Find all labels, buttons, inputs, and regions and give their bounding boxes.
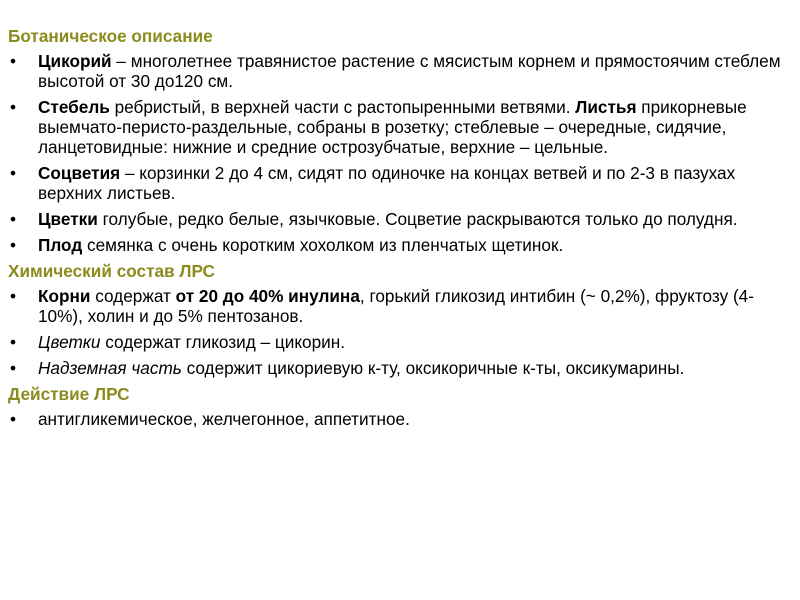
bullet-icon: • xyxy=(10,409,17,429)
chemical-list xyxy=(8,286,784,378)
description: – многолетнее травянистое растение с мясистым корнем и прямостоячим стеблем высотой от 30 до120 см. xyxy=(38,51,781,91)
description: – корзинки 2 до 4 см, сидят по одиночке на концах ветвей и по 2-3 в пазухах верхних листьев. xyxy=(38,163,736,203)
bullet-icon: • xyxy=(10,235,17,255)
list-item xyxy=(8,235,784,255)
list-item xyxy=(8,209,784,229)
description: голубые, редко белые, язычковые. Соцветие раскрываются только до полудня. xyxy=(97,209,738,229)
term: Корни xyxy=(38,286,91,306)
section-heading-chemical: Химический состав ЛРС xyxy=(8,261,215,281)
bullet-icon: • xyxy=(10,97,17,117)
bullet-icon: • xyxy=(10,358,17,378)
list-item xyxy=(8,332,784,352)
term: Надземная часть xyxy=(38,358,182,378)
term: Листья xyxy=(575,97,637,117)
bullet-icon: • xyxy=(10,163,17,183)
list-item xyxy=(8,358,784,378)
description: антигликемическое, желчегонное, аппетитное. xyxy=(38,409,410,429)
term: Соцветия xyxy=(38,163,121,183)
term: Цикорий xyxy=(38,51,112,71)
bullet-icon: • xyxy=(10,332,17,352)
section-heading-action: Действие ЛРС xyxy=(8,384,130,404)
description: содержат xyxy=(90,286,176,306)
list-item xyxy=(8,51,784,91)
description: ребристый, в верхней части с растопыренными ветвями. xyxy=(109,97,576,117)
term: Стебель xyxy=(38,97,110,117)
description: прикорневые выемчато-перисто-раздельные, собраны в розетку; стеблевые – очередные, сидячие, ланцетовидные: нижние и средние острозубчатые, верхние – цельные. xyxy=(38,97,747,157)
emphasis: от 20 до 40% инулина xyxy=(175,286,360,306)
description: семянка с очень коротким хохолком из пленчатых щетинок. xyxy=(82,235,564,255)
botanical-list xyxy=(8,51,784,255)
bullet-icon: • xyxy=(10,286,17,306)
bullet-icon: • xyxy=(10,51,17,71)
term: Плод xyxy=(38,235,83,255)
section-heading-botanical: Ботаническое описание xyxy=(8,26,213,46)
list-item xyxy=(8,409,784,429)
list-item xyxy=(8,286,784,326)
description: , горький гликозид интибин (~ 0,2%), фруктозу (4-10%), холин и до 5% пентозанов. xyxy=(38,286,754,326)
slide-content xyxy=(8,26,784,435)
action-list xyxy=(8,409,784,429)
list-item xyxy=(8,97,784,157)
list-item xyxy=(8,163,784,203)
description: содержат гликозид – цикорин. xyxy=(100,332,346,352)
term: Цветки xyxy=(38,209,98,229)
term: Цветки xyxy=(38,332,101,352)
description: содержит цикориевую к-ту, оксикоричные к-ты, оксикумарины. xyxy=(181,358,685,378)
bullet-icon: • xyxy=(10,209,17,229)
